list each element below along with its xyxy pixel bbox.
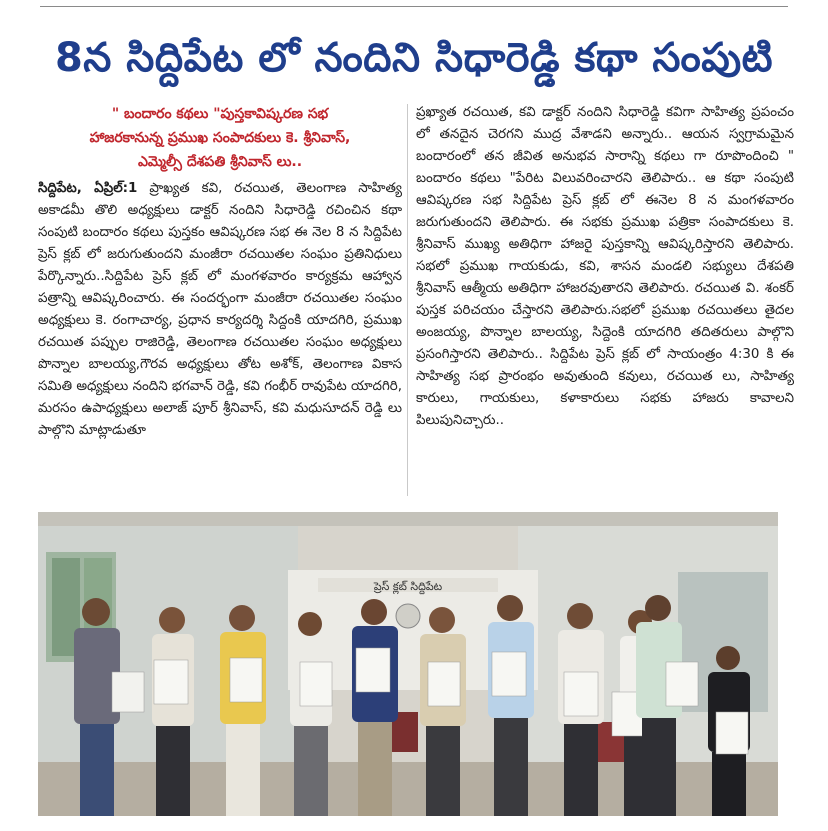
photo-banner-text: ప్రెస్ క్లబ్ సిద్దిపేట <box>373 580 443 593</box>
article-left-text: ప్రాఖ్యత కవి, రచయిత, తెలంగాణ సాహిత్య అకాడమీ తొలి అధ్యక్షులు డాక్టర్ నందిని సిధారెడ్డి రచించిన కథా సంపుటి బందారం కథలు పుస్తకం ఆవిష్కరణ సభ ఈ నెల 8 న సిద్దిపేట ప్రెస్ క్లబ్ లో జరుగుతుందని మంజీరా రచయితల సంఘం ప్రతినిధులు పేర్కొన్నారు..సిద్దిపేట ప్రెస్ క్లబ్ లో మంగళవారం కార్యక్రమ ఆహ్వాన పత్రాన్ని ఆవిష్కరించారు. ఈ సందర్భంగా మంజీరా రచయితల సంఘం అధ్యక్షులు కె. రంగాచార్య, ప్రధాన కార్యదర్శి సిద్దంకి యాదగిరి, ప్రముఖ రచయిత పప్పుల రాజిరెడ్డి, తెలంగాణ రచయితల సంఘం అధ్యక్షులు పొన్నాల బాలయ్య,గౌరవ అధ్యక్షులు తోట అశోక్, తెలంగాణ వికాస సమితి అధ్యక్షులు నందిని భగవాన్ రెడ్డి, కవి గంభీర్ రావుపేట యాదగిరి, మరసం ఉపాధ్యక్షులు అలాజ్ పూర్ శ్రీనివాస్, కవి మధుసూదన్ రెడ్డి లు పాల్గొని మాట్లాడుతూ <box>38 181 402 438</box>
event-photo <box>38 512 778 816</box>
subheadline-line-1: " బందారం కథలు "పుస్తకావిష్కరణ సభ <box>111 106 329 122</box>
photo-illustration <box>38 512 778 816</box>
subheadline <box>38 102 402 174</box>
right-column <box>416 102 794 432</box>
subheadline-line-3: ఎమ్మెల్సీ దేశపతి శ్రీనివాస్ లు.. <box>137 154 303 170</box>
left-column <box>38 102 402 442</box>
article-right-body: ప్రఖ్యాత రచయిత, కవి డాక్టర్ నందిని సిధారెడ్డి కవిగా సాహిత్య ప్రపంచం లో తనదైన చెరగని ముద్ర వేశాడని అన్నారు.. ఆయన స్వగ్రామమైన బందారంలో తన జీవిత అనుభవ సారాన్ని కథలు గా రూపొందించి " బందారం కథలు "పేరిట విలువరించారని తెలిపారు.. ఆ కథా సంపుటి ఆవిష్కరణ సభ సిద్దిపేట ప్రెస్ క్లబ్ లో ఈనెల 8 న మంగళవారం జరుగుతుందని తెలిపారు. ఈ సభకు ప్రముఖ పత్రికా సంపాదకులు కె. శ్రీనివాస్ ముఖ్య అతిధిగా హాజరై పుస్తకాన్ని ఆవిష్కరిస్తారని తెలిపారు. సభలో ప్రముఖ గాయకుడు, కవి, శాసన మండలి సభ్యులు దేశపతి శ్రీనివాస్ ఆత్మీయ అతిధిగా హాజరవుతారని తెలిపారు. రచయిత వి. శంకర్ పుస్తక పరిచయం చేస్తారని తెలిపారు.సభలో ప్రముఖ రచయితలు తైదల అంజయ్య, పొన్నాల బాలయ్య, సిద్దెంకి యాదగిరి తదితరులు పాల్గొని ప్రసంగిస్తారని తెలిపారు.. సిద్దిపేట ప్రెస్ క్లబ్ లో సాయంత్రం 4:30 కి ఈ సాహిత్య సభ ప్రారంభం అవుతుంది కవులు, రచయిత లు, సాహిత్య కారులు, గాయకులు, కళాకారులు సభకు హాజరు కావాలని పిలుపునిచ్చారు.. <box>416 105 794 428</box>
subheadline-line-2: హాజరకానున్న ప్రముఖ సంపాదకులు కె. శ్రీనివాస్, <box>89 130 351 146</box>
dateline: సిద్దిపేట, ఏప్రిల్:1 <box>38 181 138 196</box>
column-divider <box>407 104 408 496</box>
article-left-body <box>38 178 402 442</box>
headline: 8న సిద్దిపేట లో నందిని సిధారెడ్డి కథా సంపుటి <box>54 35 774 81</box>
top-rule <box>40 6 788 7</box>
